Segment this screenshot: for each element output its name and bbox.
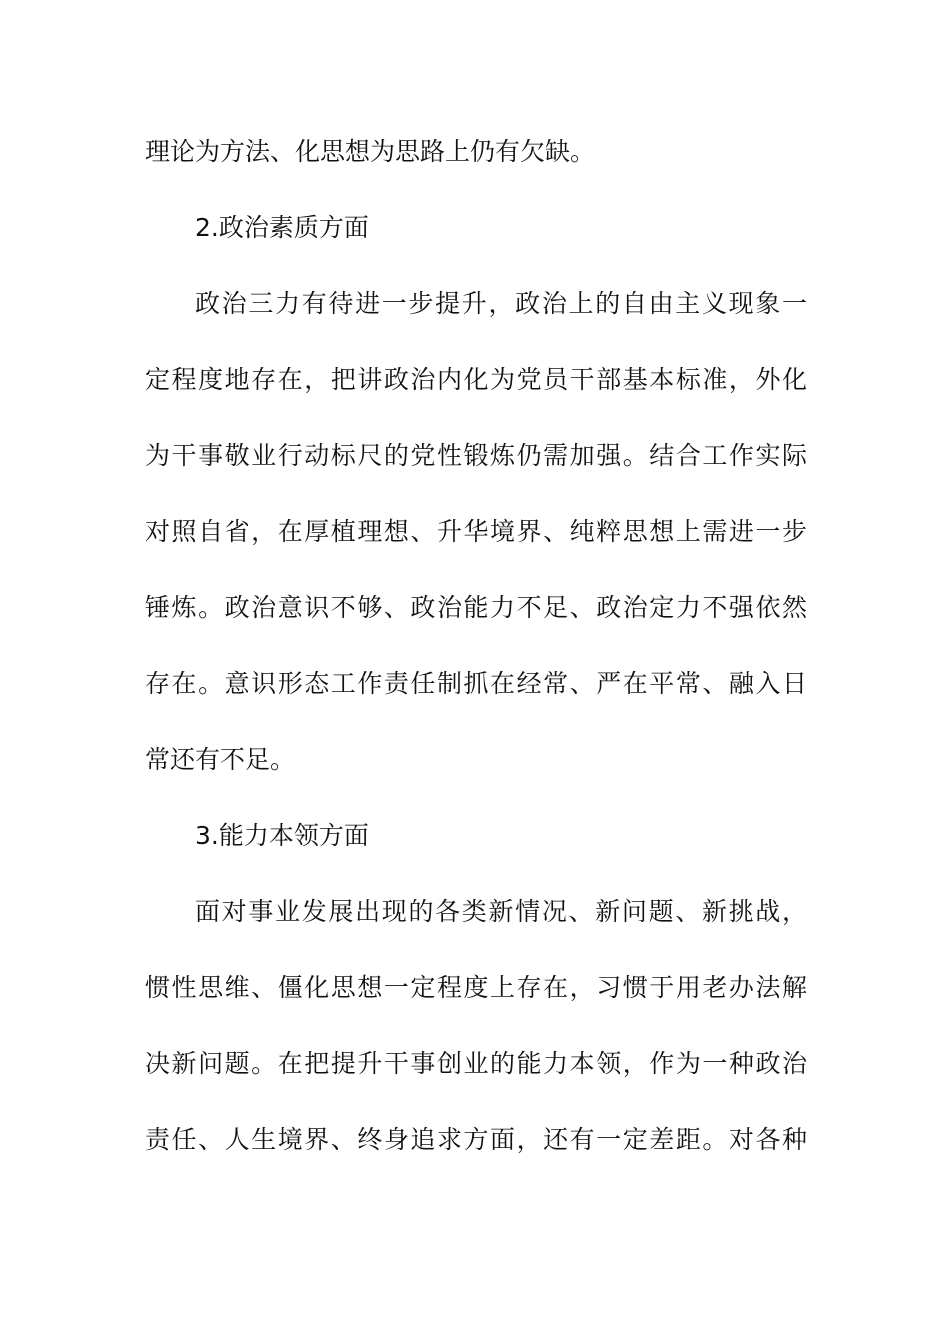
paragraph-line: 责任、人生境界、终身追求方面，还有一定差距。对各种 (145, 1125, 807, 1154)
paragraph-line: 锤炼。政治意识不够、政治能力不足、政治定力不强依然 (145, 593, 807, 622)
paragraph-line: 惯性思维、僵化思想一定程度上存在，习惯于用老办法解 (145, 973, 807, 1002)
paragraph-line: 理论为方法、化思想为思路上仍有欠缺。 (145, 137, 596, 166)
section-heading-political-quality: 2.政治素质方面 (195, 213, 369, 242)
paragraph-line: 决新问题。在把提升干事创业的能力本领，作为一种政治 (145, 1049, 807, 1078)
paragraph-line: 面对事业发展出现的各类新情况、新问题、新挑战， (195, 897, 807, 926)
section-heading-ability: 3.能力本领方面 (195, 821, 369, 850)
paragraph-line: 对照自省，在厚植理想、升华境界、纯粹思想上需进一步 (145, 517, 807, 546)
document-body (145, 114, 807, 1178)
paragraph-line: 政治三力有待进一步提升，政治上的自由主义现象一 (195, 289, 807, 318)
paragraph-line: 定程度地存在，把讲政治内化为党员干部基本标准，外化 (145, 365, 807, 394)
paragraph-line: 常还有不足。 (145, 745, 296, 774)
paragraph-line: 为干事敬业行动标尺的党性锻炼仍需加强。结合工作实际 (145, 441, 807, 470)
paragraph-line: 存在。意识形态工作责任制抓在经常、严在平常、融入日 (145, 669, 807, 698)
